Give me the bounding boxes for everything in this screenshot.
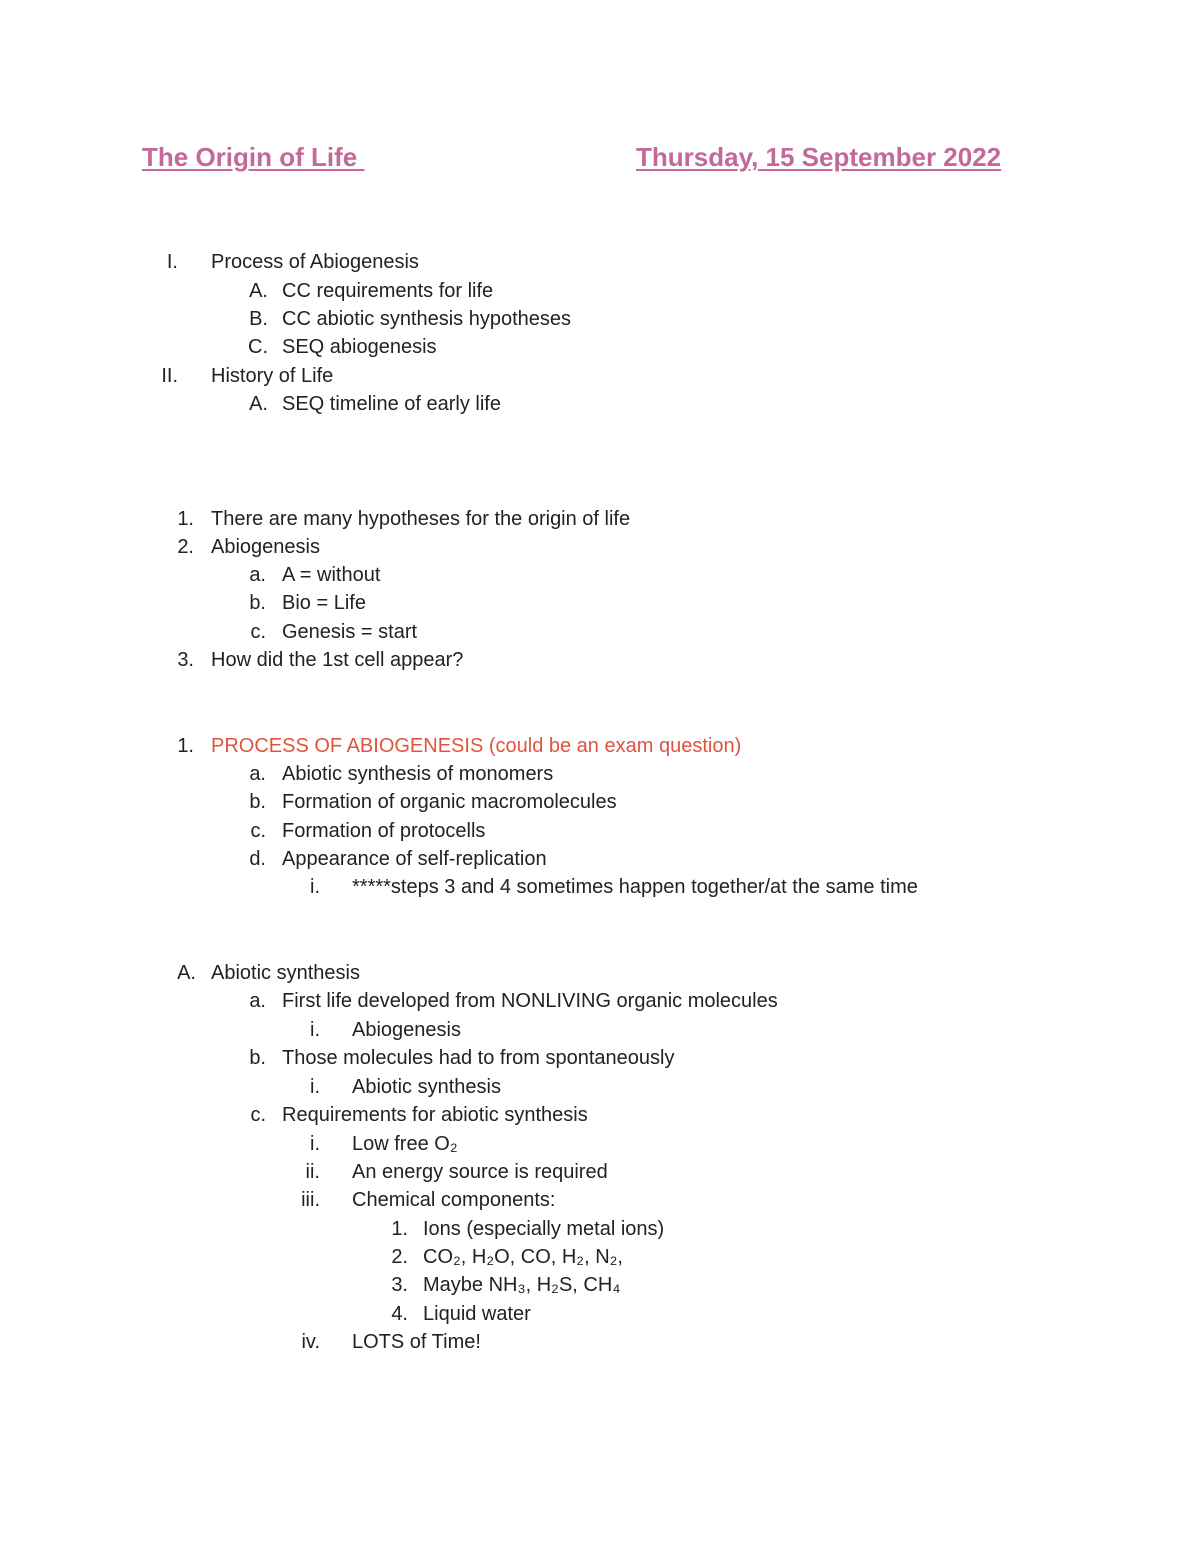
outline-item <box>0 362 1100 390</box>
page-date: Thursday, 15 September 2022 <box>636 142 1002 172</box>
list-item <box>0 1215 1100 1243</box>
list-marker: c. <box>250 820 266 842</box>
list-item-text: Those molecules had to from spontaneously <box>282 1047 675 1069</box>
list-marker: iv. <box>301 1331 320 1353</box>
list-marker: c. <box>250 621 266 643</box>
page-title: The Origin of Life <box>142 142 365 172</box>
list-item-text: Abiotic synthesis of monomers <box>282 763 554 785</box>
section-heading: PROCESS OF ABIOGENESIS (could be an exam question) <box>211 735 742 757</box>
list-marker: 2. <box>391 1246 408 1268</box>
outline-item <box>0 248 1100 276</box>
list-item-text: Chemical components: <box>352 1189 556 1211</box>
list-item-text: CC requirements for life <box>282 280 494 302</box>
list-item-text: Liquid water <box>423 1303 531 1325</box>
list-marker: II. <box>161 365 178 387</box>
list-item-text: Bio = Life <box>282 592 366 614</box>
list-item-text: Maybe NH₃, H₂S, CH₄ <box>423 1274 621 1296</box>
list-item-text: CC abiotic synthesis hypotheses <box>282 308 572 330</box>
list-marker: 3. <box>391 1274 408 1296</box>
list-marker: a. <box>249 564 266 586</box>
list-item <box>0 1073 1100 1101</box>
list-marker: i. <box>310 876 320 898</box>
list-item-text: Abiogenesis <box>352 1019 461 1041</box>
list-item-text: SEQ timeline of early life <box>282 393 501 415</box>
list-marker: A. <box>177 962 196 984</box>
list-item <box>0 589 1100 617</box>
list-item-text: First life developed from NONLIVING organic molecules <box>282 990 778 1012</box>
list-item <box>0 959 1100 987</box>
list-marker: 4. <box>391 1303 408 1325</box>
list-item-text: How did the 1st cell appear? <box>211 649 464 671</box>
list-marker: b. <box>249 791 266 813</box>
list-marker: b. <box>249 1047 266 1069</box>
list-item <box>0 618 1100 646</box>
list-item <box>0 561 1100 589</box>
list-item-text: Process of Abiogenesis <box>211 251 419 273</box>
list-item-text: An energy source is required <box>352 1161 608 1183</box>
list-item <box>0 873 1100 901</box>
list-marker: ii. <box>305 1161 320 1183</box>
list-marker: 2. <box>177 536 194 558</box>
list-item <box>0 1243 1100 1271</box>
list-item <box>0 1044 1100 1072</box>
list-item <box>0 1300 1100 1328</box>
list-item-text: Formation of protocells <box>282 820 486 842</box>
outline-item <box>0 333 1100 361</box>
list-item <box>0 1130 1100 1158</box>
list-marker: a. <box>249 990 266 1012</box>
list-item <box>0 646 1100 674</box>
list-item <box>0 1016 1100 1044</box>
outline-item <box>0 305 1100 333</box>
list-item-text: LOTS of Time! <box>352 1331 481 1353</box>
list-marker: b. <box>249 592 266 614</box>
list-marker: A. <box>249 280 268 302</box>
outline-item <box>0 390 1100 418</box>
list-item <box>0 505 1100 533</box>
list-marker: I. <box>166 251 178 273</box>
list-item-text: *****steps 3 and 4 sometimes happen together/at the same time <box>352 876 918 898</box>
list-marker: B. <box>249 308 268 330</box>
list-item <box>0 1271 1100 1299</box>
list-marker: 1. <box>177 508 194 530</box>
list-item-text: Ions (especially metal ions) <box>423 1218 665 1240</box>
list-marker: A. <box>249 393 268 415</box>
list-item-text: Low free O₂ <box>352 1133 458 1155</box>
list-item-text: History of Life <box>211 365 334 387</box>
list-item-text: CO₂, H₂O, CO, H₂, N₂, <box>423 1246 623 1268</box>
list-item-text: There are many hypotheses for the origin of life <box>211 508 631 530</box>
list-item <box>0 760 1100 788</box>
list-item-text: Genesis = start <box>282 621 418 643</box>
list-item-text: Abiotic synthesis <box>352 1076 501 1098</box>
list-marker: 3. <box>177 649 194 671</box>
list-item <box>0 1101 1100 1129</box>
list-marker: i. <box>310 1133 320 1155</box>
list-item-text: Requirements for abiotic synthesis <box>282 1104 588 1126</box>
list-item-text: Abiogenesis <box>211 536 320 558</box>
list-item <box>0 732 1100 760</box>
list-marker: 1. <box>391 1218 408 1240</box>
list-marker: c. <box>250 1104 266 1126</box>
list-item-text: SEQ abiogenesis <box>282 336 437 358</box>
list-item-text: Appearance of self-replication <box>282 848 547 870</box>
list-marker: i. <box>310 1019 320 1041</box>
list-marker: iii. <box>301 1189 320 1211</box>
list-marker: d. <box>249 848 266 870</box>
list-item-text: A = without <box>282 564 381 586</box>
list-item <box>0 1158 1100 1186</box>
list-item-text: Abiotic synthesis <box>211 962 360 984</box>
list-item <box>0 987 1100 1015</box>
list-item <box>0 788 1100 816</box>
list-item <box>0 845 1100 873</box>
list-marker: a. <box>249 763 266 785</box>
list-item <box>0 533 1100 561</box>
list-marker: C. <box>248 336 268 358</box>
list-item <box>0 1328 1100 1356</box>
list-item <box>0 817 1100 845</box>
list-marker: i. <box>310 1076 320 1098</box>
list-marker: 1. <box>177 735 194 757</box>
list-item-text: Formation of organic macromolecules <box>282 791 617 813</box>
outline-item <box>0 277 1100 305</box>
list-item <box>0 1186 1100 1214</box>
